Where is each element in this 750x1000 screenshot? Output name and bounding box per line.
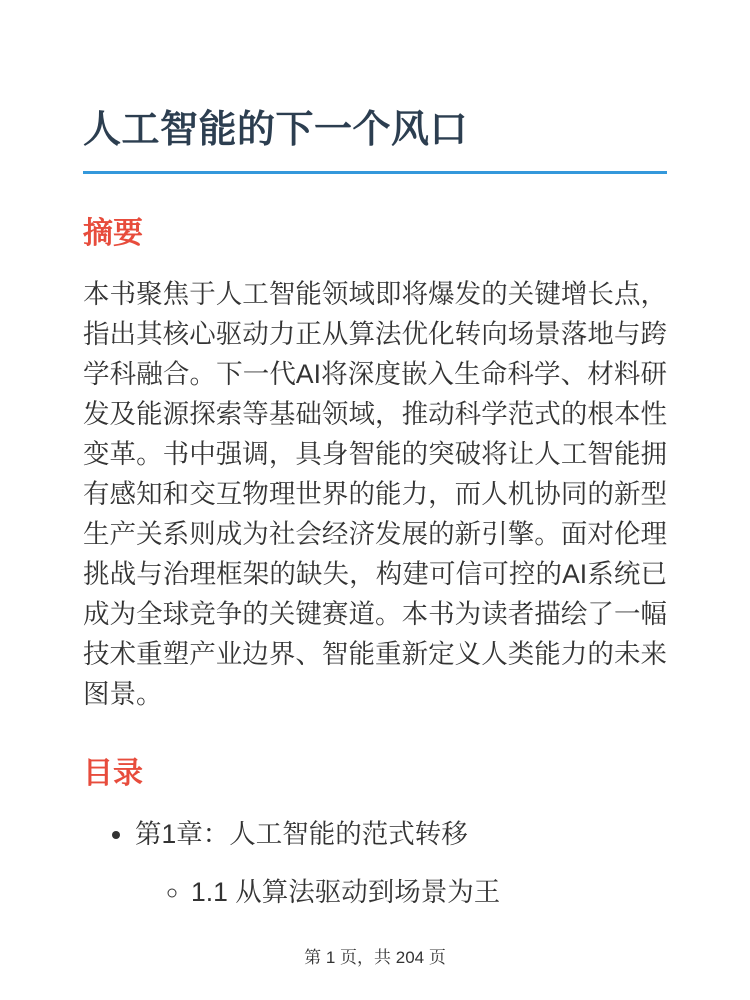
abstract-heading: 摘要 (83, 217, 143, 251)
toc-heading: 目录 (83, 757, 143, 791)
toc-chapter-label: 第1章：人工智能的范式转移 (135, 819, 468, 850)
title-divider (83, 171, 667, 174)
page-title: 人工智能的下一个风口 (83, 109, 469, 151)
toc-sublist (135, 876, 667, 909)
toc-section-label: 1.1 从算法驱动到场景为王 (191, 876, 501, 907)
toc-chapter-item (135, 818, 667, 908)
document-content (83, 0, 667, 909)
page-indicator: 第 1 页，共 204 页 (304, 948, 446, 967)
abstract-paragraph: 本书聚焦于人工智能领域即将爆发的关键增长点，指出其核心驱动力正从算法优化转向场景落地与跨学科融合。下一代AI将深度嵌入生命科学、材料研发及能源探索等基础领域，推动科学范式的根本性变革。书中强调，具身智能的突破将让人工智能拥有感知和交互物理世界的能力，而人机协同的新型生产关系则成为社会经济发展的新引擎。面对伦理挑战与治理框架的缺失，构建可信可控的AI系统已成为全球竞争的关键赛道。本书为读者描绘了一幅技术重塑产业边界、智能重新定义人类能力的未来图景。 (83, 279, 667, 710)
toc-list (83, 818, 667, 908)
toc-section-item (191, 876, 667, 909)
